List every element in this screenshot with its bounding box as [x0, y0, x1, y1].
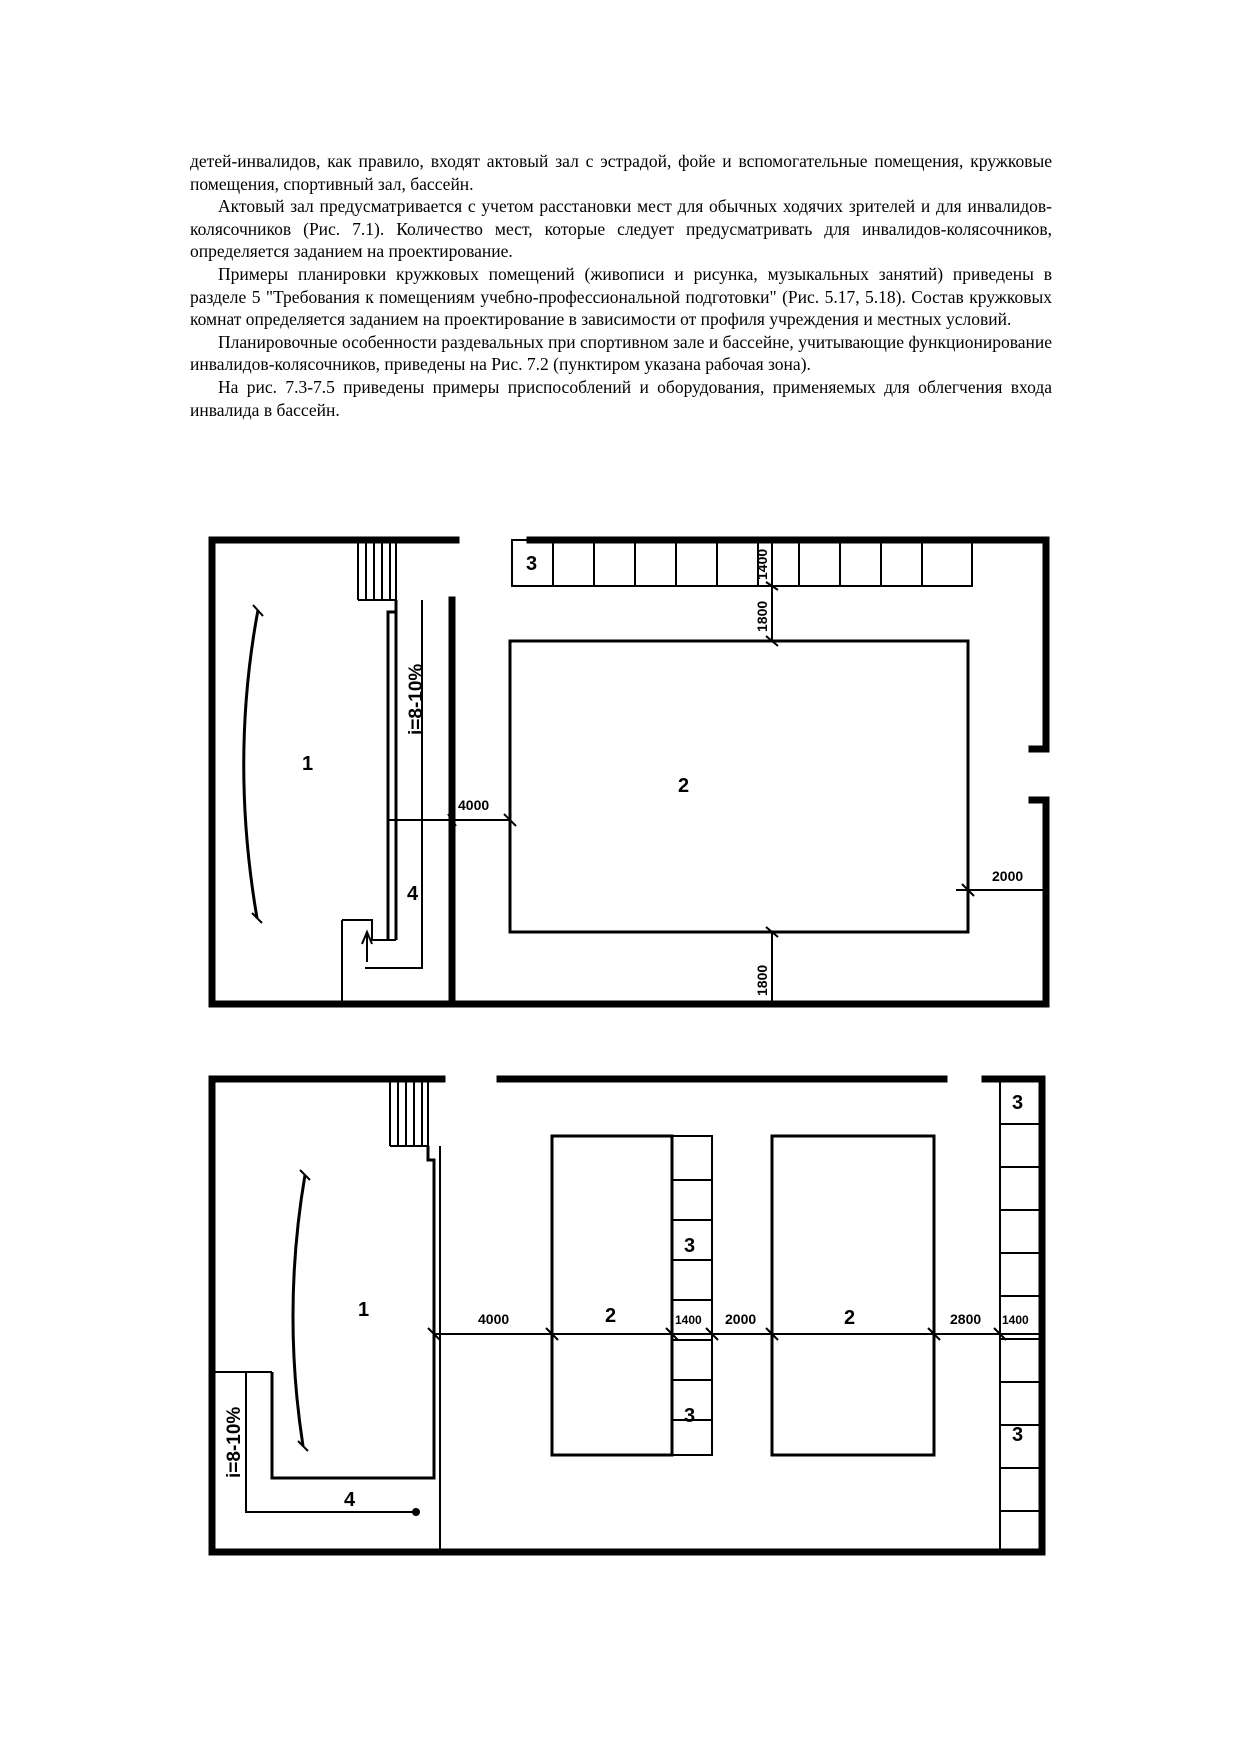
plan2-room-1-label: 1	[358, 1299, 370, 1321]
plan2-slope-label: i=8-10%	[224, 1406, 245, 1478]
plan2-room-3a-label: 3	[684, 1235, 696, 1257]
plan1-locker-row	[512, 540, 972, 586]
plan2-locker-dividers-middle	[672, 1180, 712, 1420]
plan1-room-3-label: 3	[526, 553, 538, 575]
paragraph: Примеры планировки кружковых помещений (живописи и рисунка, музыкальных занятий) приведены в разделе 5 "Требования к помещениям учебно-профессиональной подготовки" (Рис. 5.17, 5.18). Состав кружковых комнат определяется заданием на проектирование в зависимости от профиля учреждения и местных условий.	[190, 263, 1052, 330]
plan1-ramp-arrow	[362, 932, 372, 962]
plan2-room-2b-label: 2	[844, 1307, 856, 1329]
plan1-room-1-label: 1	[302, 753, 314, 775]
paragraph: На рис. 7.3-7.5 приведены примеры приспособлений и оборудования, применяемых для облегчения входа инвалида в бассейн.	[190, 376, 1052, 420]
plan1-dim-2000: 2000	[992, 868, 1024, 884]
plan1-dim-1400: 1400	[754, 548, 770, 580]
plan1-seat-arc	[244, 610, 258, 918]
plan1-dim-1800-top: 1800	[754, 600, 770, 632]
plan2-dim-4000: 4000	[478, 1311, 510, 1327]
plan2-dim-1400b: 1400	[1002, 1313, 1029, 1327]
plan2-seat-arc	[293, 1175, 305, 1446]
plan2-dim-1400a: 1400	[675, 1313, 702, 1327]
plan2-stair	[390, 1079, 428, 1146]
plan2-room-2b	[772, 1136, 934, 1455]
plan2-room-3c-label: 3	[1012, 1092, 1024, 1114]
plan1-locker-dividers	[553, 540, 922, 586]
plan2-room-3d-label: 3	[1012, 1424, 1024, 1446]
plan2-room-2a	[552, 1136, 672, 1455]
plan1-room-4-label: 4	[407, 883, 419, 905]
paragraph: Актовый зал предусматривается с учетом расстановки мест для обычных ходячих зрителей и для инвалидов-колясочников (Рис. 7.1). Количество мест, которые следует предусматривать для инвалидов-колясочников, определяется заданием на проектирование.	[190, 196, 1052, 262]
plan1-stair	[358, 540, 396, 600]
plan1-room-2	[510, 641, 968, 932]
plan1-arc-ticks	[252, 605, 263, 923]
plan1-dim-1800-bottom: 1800	[754, 964, 770, 996]
plan1-dim-4000: 4000	[458, 797, 490, 813]
plan-1	[212, 540, 1046, 1004]
plan2-ramp-dot	[412, 1508, 420, 1516]
plan1-slope-label: i=8-10%	[406, 663, 427, 735]
plan1-ramp-line	[365, 600, 422, 968]
paragraph: Планировочные особенности раздевальных при спортивном зале и бассейне, учитывающие функционирование инвалидов-колясочников, приведены на Рис. 7.2 (пунктиром указана рабочая зона).	[190, 331, 1052, 375]
plan2-room-3b-label: 3	[684, 1405, 696, 1427]
plan1-wall-outline	[212, 540, 1046, 1004]
plan2-wall-outline	[212, 1079, 1042, 1552]
plan-2	[212, 1079, 1042, 1552]
plan1-room-2-label: 2	[678, 775, 690, 797]
plan2-dim-2000: 2000	[725, 1311, 757, 1327]
plan2-room-4-label: 4	[344, 1489, 356, 1511]
paragraph: детей-инвалидов, как правило, входят актовый зал с эстрадой, фойе и вспомогательные помещения, кружковые помещения, спортивный зал, бассейн.	[190, 151, 1052, 194]
plan2-room-2a-label: 2	[605, 1305, 617, 1327]
plan2-stage-edge	[272, 1146, 434, 1478]
plan2-dim-2800: 2800	[950, 1311, 982, 1327]
